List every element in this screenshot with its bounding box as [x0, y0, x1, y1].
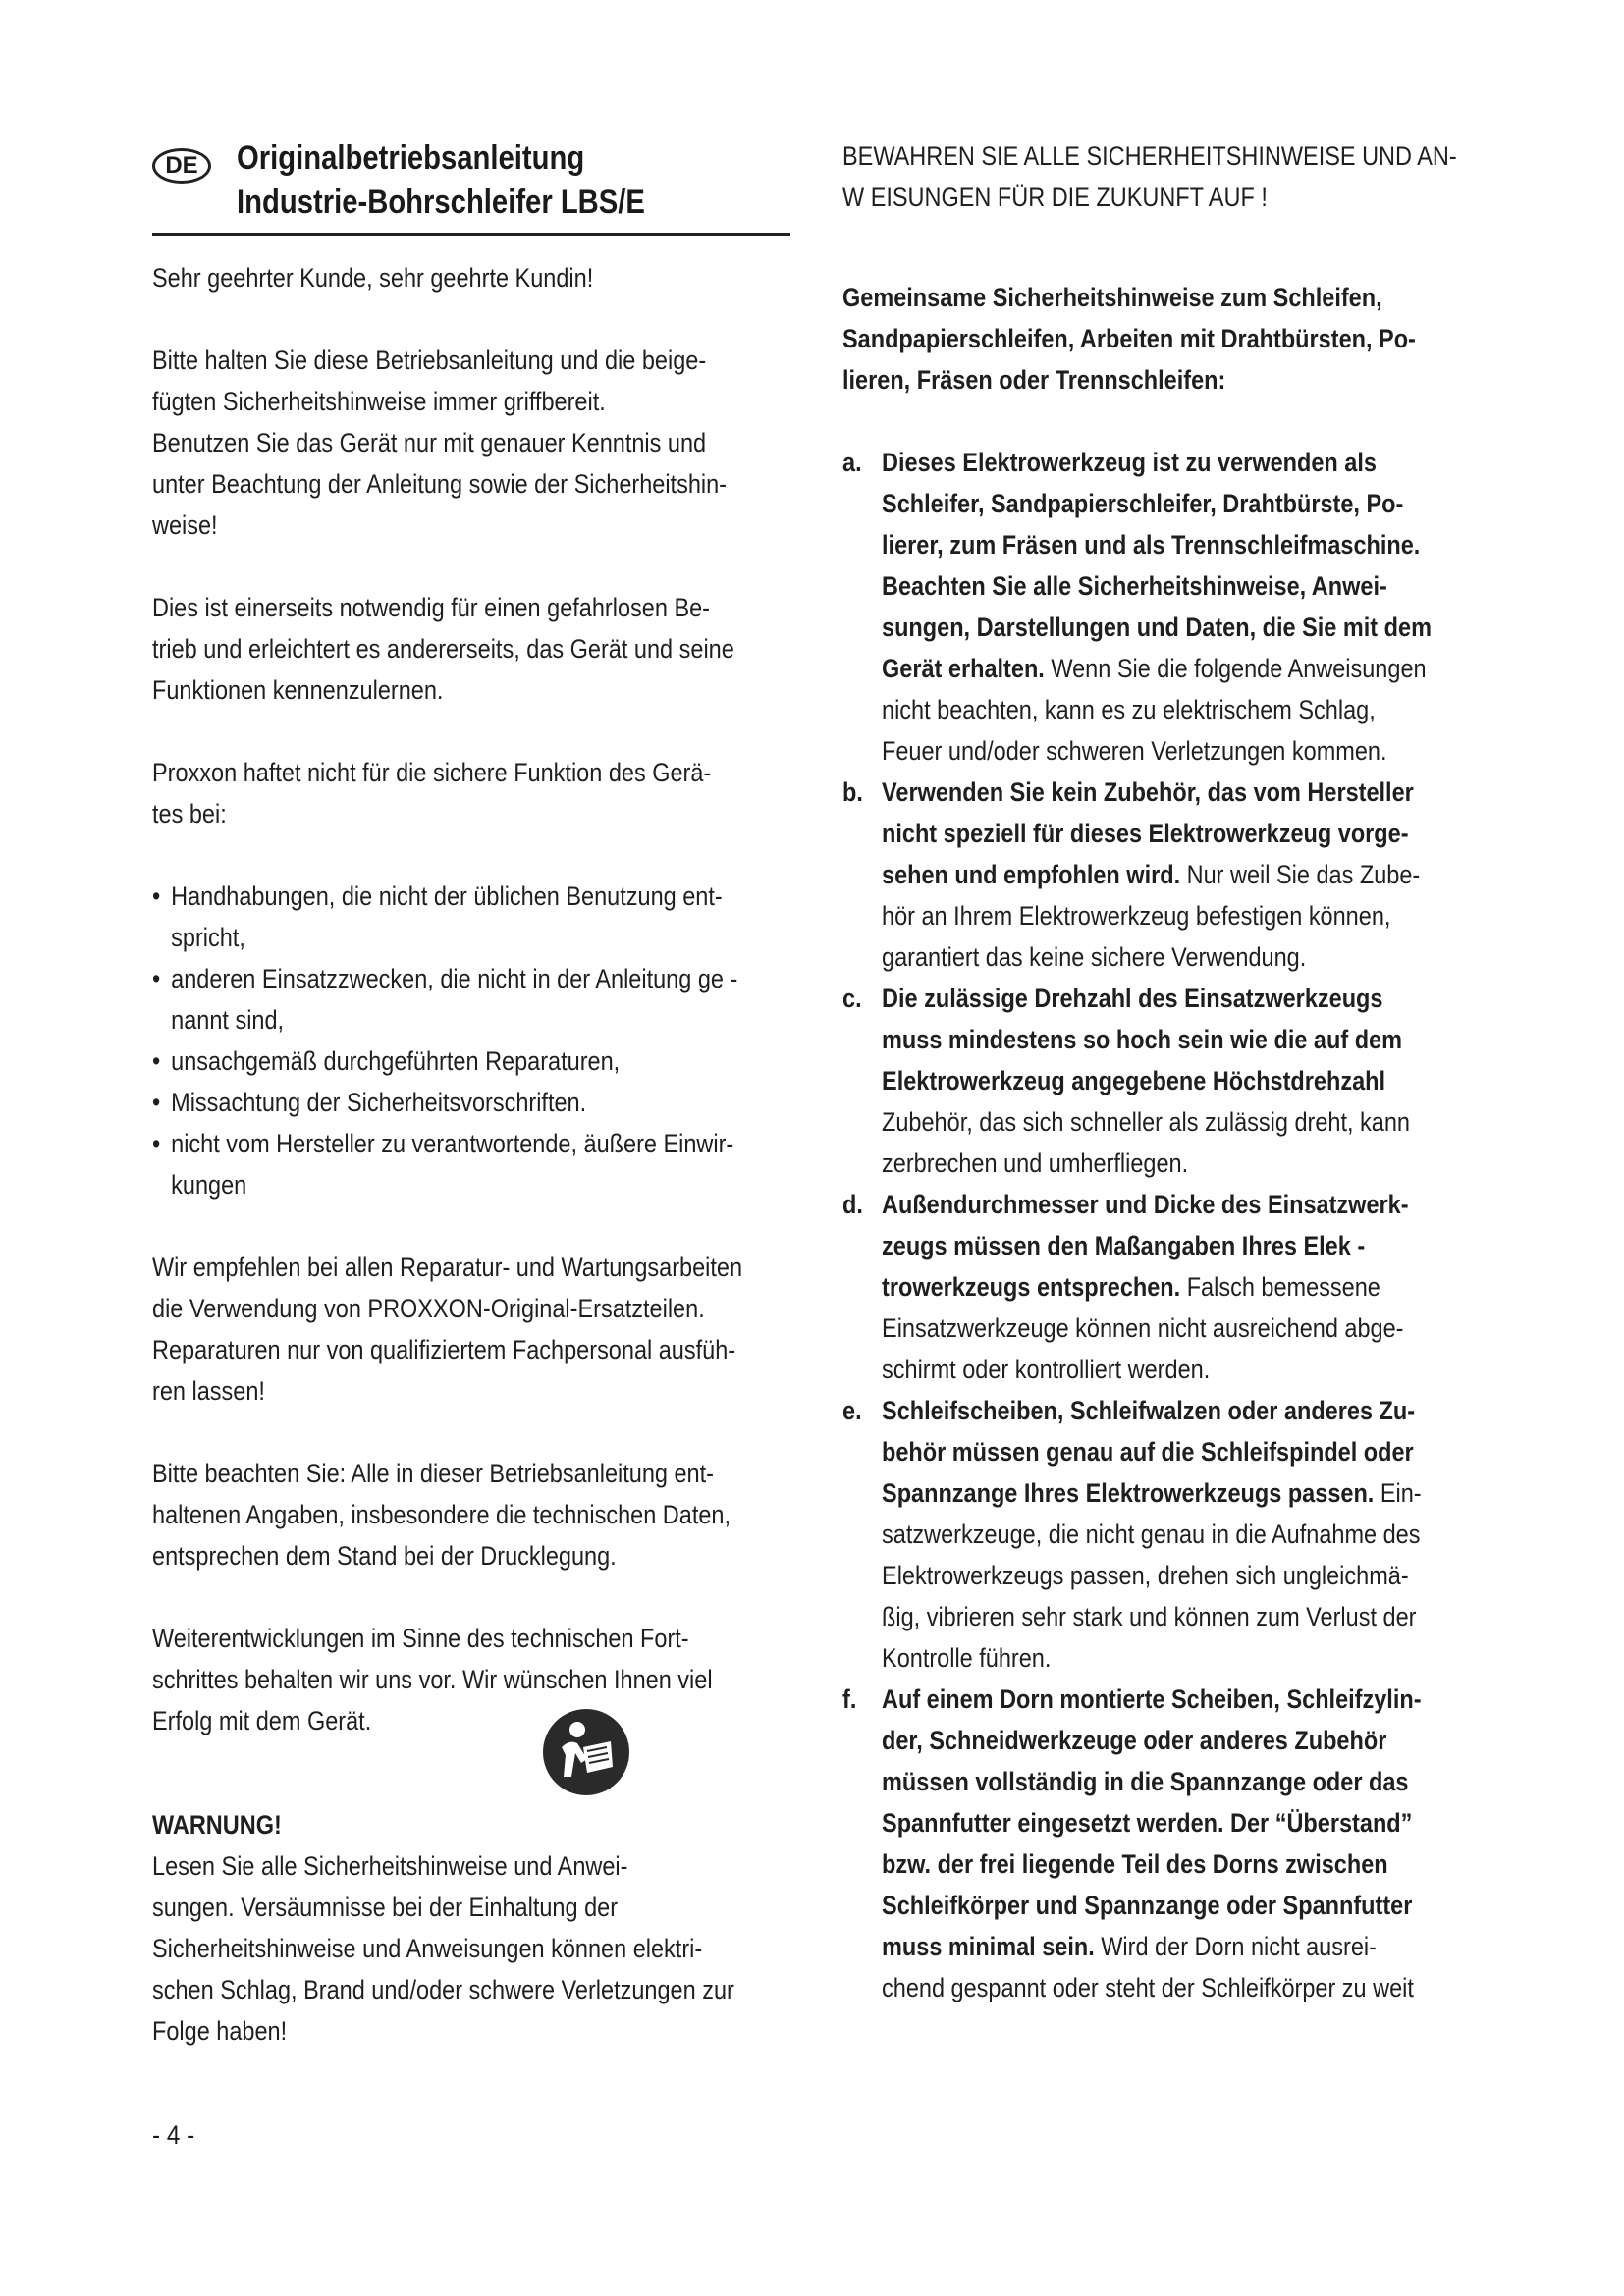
item-label: a. [842, 448, 862, 477]
safety-item [842, 1184, 1415, 1390]
page-header [152, 133, 790, 236]
text-line: Auf einem Dorn montierte Scheiben, Schleifzylin- [882, 1684, 1422, 1714]
text-line: garantiert das keine sichere Verwendung. [882, 942, 1307, 972]
text-line: trieb und erleichtert es andererseits, das Gerät und seine [152, 634, 734, 664]
list-item: • anderen Einsatzzwecken, die nicht in der Anleitung ge - nannt sind, [152, 958, 708, 1041]
text-line: Erfolg mit dem Gerät. [152, 1706, 372, 1735]
item-label: b. [842, 777, 863, 807]
document-title [237, 136, 645, 225]
text-line: entsprechen dem Stand bei der Drucklegung. [152, 1541, 617, 1571]
text-line: Sicherheitshinweise und Anweisungen können elektri- [152, 1934, 703, 1963]
text-line: Proxxon haftet nicht für die sichere Funktion des Gerä- [152, 758, 712, 787]
text-line: Elektrowerkzeugs passen, drehen sich ungleichmä- [882, 1561, 1409, 1590]
text-line: zeugs müssen den Maßangaben Ihres Elek - [882, 1231, 1366, 1260]
safety-items [842, 442, 1500, 2008]
text-line: Schleifkörper und Spannzange oder Spannfutter [882, 1891, 1413, 1920]
text-line: Gerät erhalten. Wenn Sie die folgende Anweisungen [882, 654, 1427, 683]
text-line: sungen. Versäumnisse bei der Einhaltung der [152, 1893, 619, 1922]
text-line: ßig, vibrieren sehr stark und können zum Verlust der [882, 1602, 1417, 1631]
right-column [842, 135, 1500, 2008]
title-line: Originalbetriebsanleitung [237, 139, 585, 177]
text-line: Einsatzwerkzeuge können nicht ausreichend abge- [882, 1313, 1404, 1343]
list-item: • Missachtung der Sicherheitsvorschriften. [152, 1082, 708, 1123]
read-manual-icon [542, 1708, 630, 1796]
text-line: die Verwendung von PROXXON-Original-Ersatzteilen. [152, 1294, 705, 1323]
list-item: • nicht vom Hersteller zu verantwortende, äußere Einwir- kungen [152, 1123, 708, 1205]
text-line: Bitte halten Sie diese Betriebsanleitung und die beige- [152, 346, 707, 375]
text-line: tes bei: [152, 799, 227, 828]
text-line: nicht speziell für dieses Elektrowerkzeug vorge- [882, 819, 1409, 848]
paragraph-safety-purpose [152, 587, 734, 711]
safety-heading [842, 277, 1415, 400]
item-label: e. [842, 1396, 862, 1425]
text-line: Elektrowerkzeug angegebene Höchstdrehzahl [882, 1066, 1386, 1095]
text-line: Benutzen Sie das Gerät nur mit genauer Kenntnis und [152, 428, 707, 457]
text-line: chend gespannt oder steht der Schleifkörper zu weit [882, 1973, 1414, 2002]
text-line: Feuer und/oder schweren Verletzungen kommen. [882, 736, 1387, 766]
text-line: haltenen Angaben, insbesondere die technischen Daten, [152, 1500, 731, 1529]
list-item: • unsachgemäß durchgeführten Reparaturen, [152, 1041, 708, 1082]
safety-item [842, 1679, 1422, 2008]
safety-item [842, 978, 1415, 1184]
text-line: behör müssen genau auf die Schleifspindel oder [882, 1437, 1414, 1467]
text-line: Dieses Elektrowerkzeug ist zu verwenden als [882, 448, 1377, 477]
warning-block [152, 1804, 734, 2052]
text-line: Spannzange Ihres Elektrowerkzeugs passen. Ein- [882, 1478, 1422, 1508]
text-line: Zubehör, das sich schneller als zulässig dreht, kann [882, 1107, 1410, 1137]
text-line: muss minimal sein. Wird der Dorn nicht ausrei- [882, 1932, 1377, 1961]
safety-item [842, 1390, 1422, 1679]
text-line: Verwenden Sie kein Zubehör, das vom Hersteller [882, 777, 1414, 807]
page-number: - 4 - [152, 2120, 195, 2150]
text-line: nicht beachten, kann es zu elektrischem Schlag, [882, 695, 1376, 724]
text-line: bzw. der frei liegende Teil des Dorns zwischen [882, 1849, 1388, 1879]
text-line: Sandpapierschleifen, Arbeiten mit Drahtbürsten, Po- [842, 324, 1416, 353]
text-line: hör an Ihrem Elektrowerkzeug befestigen können, [882, 901, 1391, 931]
text-line: schen Schlag, Brand und/oder schwere Verletzungen zur [152, 1975, 734, 2004]
paragraph-print-status [152, 1453, 731, 1576]
text-line: zerbrechen und umherfliegen. [882, 1148, 1189, 1178]
text-line: Schleifscheiben, Schleifwalzen oder anderes Zu- [882, 1396, 1416, 1425]
text-line: müssen vollständig in die Spannzange oder das [882, 1767, 1409, 1796]
text-line: Reparaturen nur von qualifiziertem Fachpersonal ausfüh- [152, 1335, 736, 1364]
text-line: lieren, Fräsen oder Trennschleifen: [842, 365, 1226, 395]
text-line: muss mindestens so hoch sein wie die auf dem [882, 1025, 1402, 1054]
item-label: c. [842, 984, 862, 1013]
text-line: W EISUNGEN FÜR DIE ZUKUNFT AUF ! [842, 183, 1268, 212]
text-line: Weiterentwicklungen im Sinne des technischen Fort- [152, 1624, 689, 1653]
text-line: sehen und empfohlen wird. Nur weil Sie das Zube- [882, 860, 1421, 889]
text-line: der, Schneidwerkzeuge oder anderes Zubehör [882, 1726, 1387, 1755]
text-line: weise! [152, 510, 218, 540]
paragraph-usage [152, 340, 728, 546]
text-line: schirmt oder kontrolliert werden. [882, 1355, 1211, 1384]
language-badge: DE [152, 148, 211, 184]
paragraph-spare-parts [152, 1247, 743, 1412]
text-line: Kontrolle führen. [882, 1643, 1052, 1673]
text-line: Schleifer, Sandpapierschleifer, Drahtbürste, Po- [882, 489, 1404, 518]
text-line: BEWAHREN SIE ALLE SICHERHEITSHINWEISE UND AN- [842, 141, 1457, 171]
text-line: Die zulässige Drehzahl des Einsatzwerkzeugs [882, 984, 1383, 1013]
text-line: lierer, zum Fräsen und als Trennschleifmaschine. [882, 530, 1421, 560]
safety-item [842, 442, 1432, 772]
text-line: sungen, Darstellungen und Daten, die Sie mit dem [882, 613, 1432, 642]
text-line: trowerkzeugs entsprechen. Falsch bemessene [882, 1272, 1380, 1302]
text-line: Dies ist einerseits notwendig für einen gefahrlosen Be- [152, 593, 711, 622]
item-label: d. [842, 1190, 863, 1219]
liability-list [152, 876, 738, 1205]
safety-item [842, 772, 1421, 978]
paragraph-liability [152, 752, 712, 834]
text-line: ren lassen! [152, 1376, 265, 1406]
text-line: schrittes behalten wir uns vor. Wir wünschen Ihnen viel [152, 1665, 713, 1694]
list-item: • Handhabungen, die nicht der üblichen Benutzung ent- spricht, [152, 876, 708, 958]
text-line: Beachten Sie alle Sicherheitshinweise, Anwei- [882, 571, 1387, 601]
text-line: Folge haben! [152, 2016, 288, 2046]
text-line: Bitte beachten Sie: Alle in dieser Betriebsanleitung ent- [152, 1459, 714, 1488]
text-line: Lesen Sie alle Sicherheitshinweise und Anwei- [152, 1851, 628, 1881]
text-line: Außendurchmesser und Dicke des Einsatzwerk- [882, 1190, 1409, 1219]
keep-instructions [842, 135, 1457, 218]
text-line: Gemeinsame Sicherheitshinweise zum Schleifen, [842, 283, 1382, 312]
text-line: fügten Sicherheitshinweise immer griffbereit. [152, 387, 606, 416]
greeting: Sehr geehrter Kunde, sehr geehrte Kundin! [152, 263, 594, 293]
item-label: f. [842, 1684, 857, 1714]
text-line: Spannfutter eingesetzt werden. Der “Überstand” [882, 1808, 1413, 1838]
text-line: Wir empfehlen bei allen Reparatur- und Wartungsarbeiten [152, 1253, 743, 1282]
text-line: unter Beachtung der Anleitung sowie der Sicherheitshin- [152, 469, 728, 499]
text-line: satzwerkzeuge, die nicht genau in die Aufnahme des [882, 1520, 1421, 1549]
text-line: Funktionen kennenzulernen. [152, 675, 444, 705]
left-column [152, 133, 790, 2052]
title-line: Industrie-Bohrschleifer LBS/E [237, 184, 645, 221]
warning-title: WARNUNG! [152, 1810, 282, 1840]
